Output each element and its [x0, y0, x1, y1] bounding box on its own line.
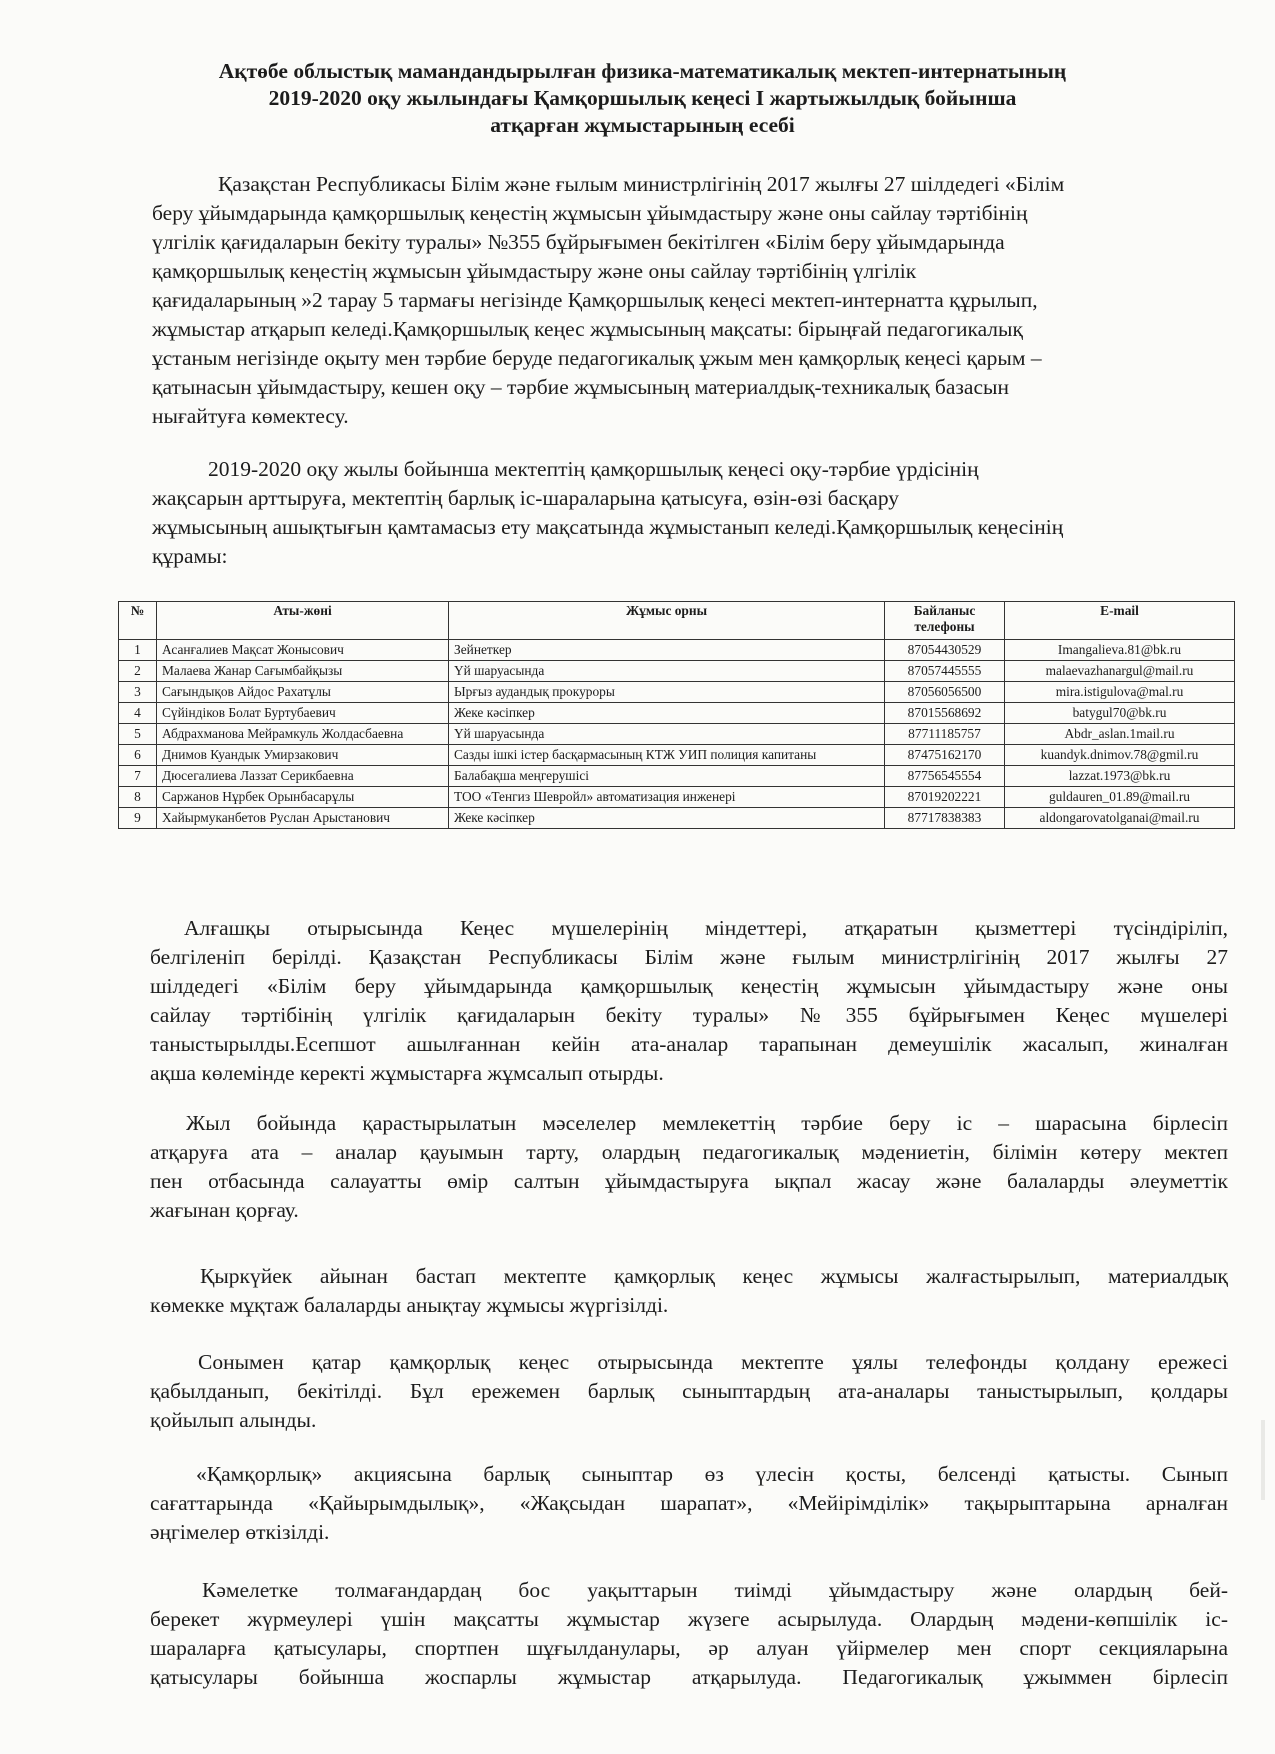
header-email: E-mail [1005, 602, 1235, 640]
header-phone: Байланыс телефоны [885, 602, 1005, 640]
cell-email: Imangalieva.81@bk.ru [1005, 640, 1235, 661]
cell-num: 2 [119, 661, 157, 682]
cell-name: Саржанов Нұрбек Орынбасарұлы [157, 787, 449, 808]
paragraph-phone-rules [150, 1348, 1228, 1435]
text-line: Кәмелетке толмағандардаң бос уақыттарын тиімді ұйымдастыру және олардың бей- [202, 1578, 1228, 1602]
cell-num: 6 [119, 745, 157, 766]
text-line: «Қамқорлық» акциясына барлық сыныптар өз үлесін қосты, белсенді қатысты. Сынып [196, 1462, 1228, 1486]
table-row [119, 703, 1235, 724]
text-line: шараларға қатысулары, спортпен шұғылданулары, әр алуан үйірмелер мен спорт секцияларына [150, 1636, 1228, 1660]
text-line: берекет жүрмеулері үшін мақсатты жұмыстар жүзеге асырылуда. Олардың мәдени-көпшілік іс- [150, 1607, 1228, 1631]
title-line-1: Ақтөбе облыстық мамандандырылған физика-математикалық мектеп-интернатының [218, 59, 1067, 83]
text-line: Қазақстан Республикасы Білім және ғылым министрлігінің 2017 жылғы 27 шілдедегі «Білім [218, 172, 1065, 196]
text-line: қабылданып, бекітілді. Бұл ережемен барлық сыныптардың ата-аналары таныстырылып, қолдары [150, 1379, 1228, 1403]
paragraph-intro [152, 170, 1232, 431]
text-line: сағаттарында «Қайырымдылық», «Жақсыдан шарапат», «Мейірімділік» тақырыптарына арналған [150, 1491, 1228, 1515]
text-line: жұмыстар атқарып келеді.Қамқоршылық кеңес жұмысының мақсаты: бірыңғай педагогикалық [152, 317, 1023, 341]
text-line: жұмысының ашықтығын қамтамасыз ету мақсатында жұмыстанып келеді.Қамқоршылық кеңесінің [152, 515, 1064, 539]
cell-num: 7 [119, 766, 157, 787]
table-row [119, 745, 1235, 766]
table-row [119, 808, 1235, 829]
text-line: қойылып алынды. [150, 1408, 317, 1432]
cell-num: 5 [119, 724, 157, 745]
paragraph-yearly-issues [150, 1109, 1228, 1225]
text-line: қағидаларының »2 тарау 5 тармағы негізінде Қамқоршылық кеңесі мектеп-интернатта құрылып, [152, 288, 1038, 312]
text-line: үлгілік қағидаларын бекіту туралы» №355 бұйрығымен бекітілген «Білім беру ұйымдарында [152, 230, 1005, 254]
header-name: Аты-жөні [157, 602, 449, 640]
text-line: қатысулары бойынша жоспарлы жұмыстар атқарылуда. Педагогикалық ұжыммен бірлесіп [150, 1665, 1228, 1689]
text-line: қамқоршылық кеңестің жұмысын ұйымдастыру және оны сайлау тәртібінің үлгілік [152, 259, 917, 283]
title-line-2: 2019-2020 оқу жылындағы Қамқоршылық кеңесі І жартыжылдық бойынша [268, 86, 1017, 110]
text-line: ұстаным негізінде оқыту мен тәрбие беруде педагогикалық ұжым мен қамқорлық кеңесі қарым – [152, 346, 1042, 370]
text-line: шілдедегі «Білім беру ұйымдарында қамқоршылық кеңестің жұмысын ұйымдастыру және оны [150, 974, 1228, 998]
cell-phone: 87056056500 [885, 682, 1005, 703]
header-work: Жұмыс орны [449, 602, 885, 640]
text-line: сайлау тәртібінің үлгілік қағидаларын бекіту туралы» №355 бұйрығымен Кеңес мүшелері [150, 1003, 1228, 1027]
cell-num: 1 [119, 640, 157, 661]
text-line: қатынасын ұйымдастыру, кешен оқу – тәрбие жұмысының материалдық-техникалық базасын [152, 375, 1009, 399]
cell-phone: 87717838383 [885, 808, 1005, 829]
table-row [119, 724, 1235, 745]
paragraph-minors-leisure [150, 1576, 1228, 1692]
cell-name: Днимов Куандык Умирзакович [157, 745, 449, 766]
cell-num: 3 [119, 682, 157, 703]
cell-num: 4 [119, 703, 157, 724]
text-line: нығайтуға көмектесу. [152, 404, 349, 428]
header-num: № [119, 602, 157, 640]
text-line: 2019-2020 оқу жылы бойынша мектептің қамқоршылық кеңесі оқу-тәрбие үрдісінің [208, 457, 979, 481]
cell-phone: 87015568692 [885, 703, 1005, 724]
cell-phone: 87019202221 [885, 787, 1005, 808]
text-line: атқаруға ата – аналар қауымын тарту, олардың педагогикалық мәдениетін, білімін көтеру мектеп [150, 1140, 1228, 1164]
cell-email: malaevazhanargul@mail.ru [1005, 661, 1235, 682]
paragraph-purpose [152, 455, 1232, 571]
text-line: ақша көлемінде керекті жұмыстарға жұмсалып отырды. [150, 1061, 664, 1085]
cell-phone: 87057445555 [885, 661, 1005, 682]
table-row [119, 640, 1235, 661]
text-line: белгіленіп берілді. Қазақстан Республикасы Білім және ғылым министрлігінің 2017 жылғы 27 [150, 945, 1228, 969]
council-members-table [118, 601, 1235, 829]
table-row [119, 766, 1235, 787]
cell-name: Дюсегалиева Лаззат Серикбаевна [157, 766, 449, 787]
cell-email: Abdr_aslan.1mail.ru [1005, 724, 1235, 745]
cell-num: 8 [119, 787, 157, 808]
cell-email: kuandyk.dnimov.78@gmil.ru [1005, 745, 1235, 766]
cell-name: Абдрахманова Мейрамкуль Жолдасбаевна [157, 724, 449, 745]
cell-email: lazzat.1973@bk.ru [1005, 766, 1235, 787]
table-row [119, 787, 1235, 808]
cell-name: Хайырмуканбетов Руслан Арыстанович [157, 808, 449, 829]
cell-phone: 87054430529 [885, 640, 1005, 661]
cell-work: Сазды ішкі істер басқармасының КТЖ УИП полиция капитаны [449, 745, 885, 766]
text-line: таныстырылды.Есепшот ашылғаннан кейін ата-аналар тарапынан демеушілік жасалып, жиналған [150, 1032, 1228, 1056]
cell-work: Жеке кәсіпкер [449, 703, 885, 724]
cell-num: 9 [119, 808, 157, 829]
cell-work: Үй шаруасында [449, 661, 885, 682]
cell-phone: 87475162170 [885, 745, 1005, 766]
cell-email: aldongarovatolganai@mail.ru [1005, 808, 1235, 829]
text-line: пен отбасында салауатты өмір салтын ұйымдастыруға ықпал жасау және балаларды әлеуметтік [150, 1169, 1228, 1193]
cell-email: guldauren_01.89@mail.ru [1005, 787, 1235, 808]
paragraph-first-meeting [150, 914, 1228, 1088]
table-row [119, 682, 1235, 703]
cell-name: Асанғалиев Мақсат Жонысович [157, 640, 449, 661]
cell-work: Жеке кәсіпкер [449, 808, 885, 829]
cell-email: batygul70@bk.ru [1005, 703, 1235, 724]
cell-work: Үй шаруасында [449, 724, 885, 745]
cell-work: ТОО «Тенгиз Шевройл» автоматизация инженері [449, 787, 885, 808]
cell-name: Сүйіндіков Болат Буртубаевич [157, 703, 449, 724]
text-line: беру ұйымдарында қамқоршылық кеңестің жұмысын ұйымдастыру және оны сайлау тәртібінің [152, 201, 1028, 225]
table-row [119, 661, 1235, 682]
text-line: құрамы: [152, 544, 228, 568]
text-line: Алғашқы отырысында Кеңес мүшелерінің міндеттері, атқаратын қызметтері түсіндіріліп, [184, 916, 1228, 940]
text-line: жақсарын арттыруға, мектептің барлық іс-шараларына қатысуға, өзін-өзі басқару [152, 486, 900, 510]
text-line: Жыл бойында қарастырылатын мәселелер мемлекеттің тәрбие беру іс – шарасына бірлесіп [186, 1111, 1228, 1135]
cell-phone: 87711185757 [885, 724, 1005, 745]
cell-work: Балабақша меңгерушісі [449, 766, 885, 787]
cell-email: mira.istigulova@mal.ru [1005, 682, 1235, 703]
text-line: көмекке мұқтаж балаларды анықтау жұмысы жүргізілді. [150, 1293, 669, 1317]
cell-phone: 87756545554 [885, 766, 1005, 787]
document-title [150, 58, 1135, 139]
text-line: Қыркүйек айынан бастап мектепте қамқорлық кеңес жұмысы жалғастырылып, материалдық [200, 1264, 1228, 1288]
text-line: жағынан қорғау. [150, 1198, 299, 1222]
cell-work: Ырғыз аудандық прокуроры [449, 682, 885, 703]
title-line-3: атқарған жұмыстарының есебі [490, 113, 795, 137]
paragraph-september [150, 1262, 1228, 1320]
scan-artifact [1261, 1420, 1265, 1500]
cell-work: Зейнеткер [449, 640, 885, 661]
paragraph-care-action [150, 1460, 1228, 1547]
text-line: Сонымен қатар қамқорлық кеңес отырысында мектепте ұялы телефонды қолдану ережесі [198, 1350, 1228, 1374]
table-header-row [119, 602, 1235, 640]
cell-name: Сағындықов Айдос Рахатұлы [157, 682, 449, 703]
text-line: әңгімелер өткізілді. [150, 1520, 330, 1544]
cell-name: Малаева Жанар Сағымбайқызы [157, 661, 449, 682]
